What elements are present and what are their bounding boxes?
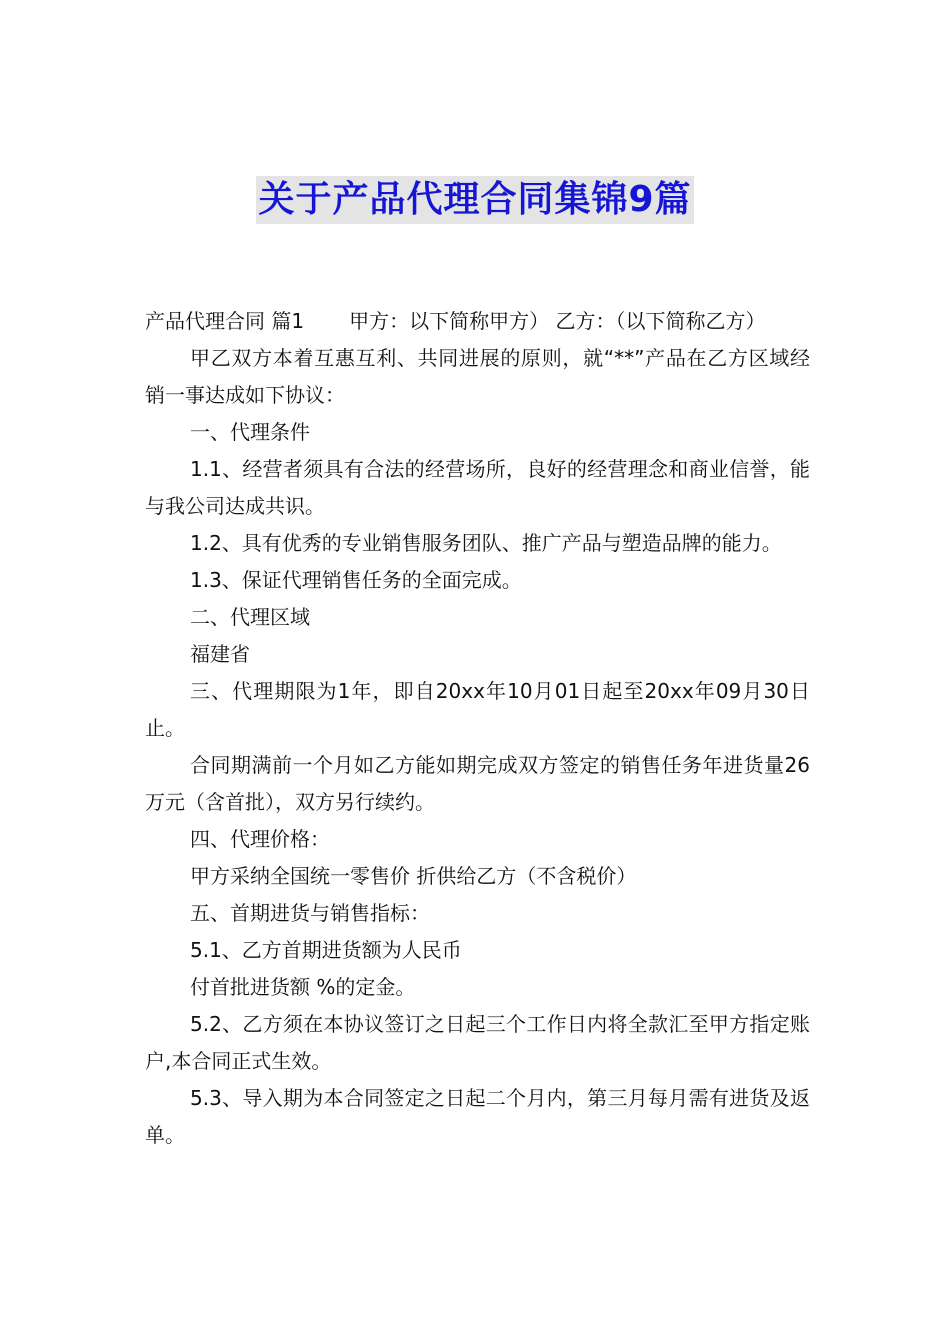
section-heading: 四、代理价格： — [190, 827, 330, 851]
paragraph: 1.3、保证代理销售任务的全面完成。 — [190, 568, 522, 592]
paragraph: 5.2、乙方须在本协议签订之日起三个工作日内将全款汇至甲方指定账户,本合同正式生效。 — [145, 1012, 810, 1073]
paragraph: 1.2、具有优秀的专业销售服务团队、推广产品与塑造品牌的能力。 — [190, 531, 782, 555]
paragraph: 福建省 — [190, 642, 250, 666]
title-container — [0, 176, 950, 224]
parties-text: 甲方：以下简称甲方） 乙方：（以下简称乙方） — [349, 309, 766, 333]
section-heading: 二、代理区域 — [190, 605, 310, 629]
paragraph: 甲方采纳全国统一零售价 折供给乙方（不含税价） — [190, 864, 637, 888]
intro-paragraph — [145, 303, 810, 340]
document-title: 关于产品代理合同集锦9篇 — [256, 176, 693, 224]
paragraph: 1.1、经营者须具有合法的经营场所，良好的经营理念和商业信誉，能与我公司达成共识。 — [145, 457, 810, 518]
contract-heading: 产品代理合同 篇1 — [145, 309, 305, 333]
document-body — [145, 303, 810, 1154]
section-heading: 一、代理条件 — [190, 420, 310, 444]
paragraph: 三、代理期限为1年，即自20xx年10月01日起至20xx年09月30日止。 — [145, 679, 810, 740]
paragraph: 甲乙双方本着互惠互利、共同进展的原则，就“**”产品在乙方区域经销一事达成如下协议： — [145, 346, 810, 407]
section-heading: 五、首期进货与销售指标： — [190, 901, 430, 925]
paragraph: 5.3、导入期为本合同签定之日起二个月内，第三月每月需有进货及返单。 — [145, 1086, 810, 1147]
paragraph: 付首批进货额 %的定金。 — [190, 975, 416, 999]
paragraph: 合同期满前一个月如乙方能如期完成双方签定的销售任务年进货量26万元（含首批），双方另行续约。 — [145, 753, 810, 814]
paragraph: 5.1、乙方首期进货额为人民币 — [190, 938, 462, 962]
